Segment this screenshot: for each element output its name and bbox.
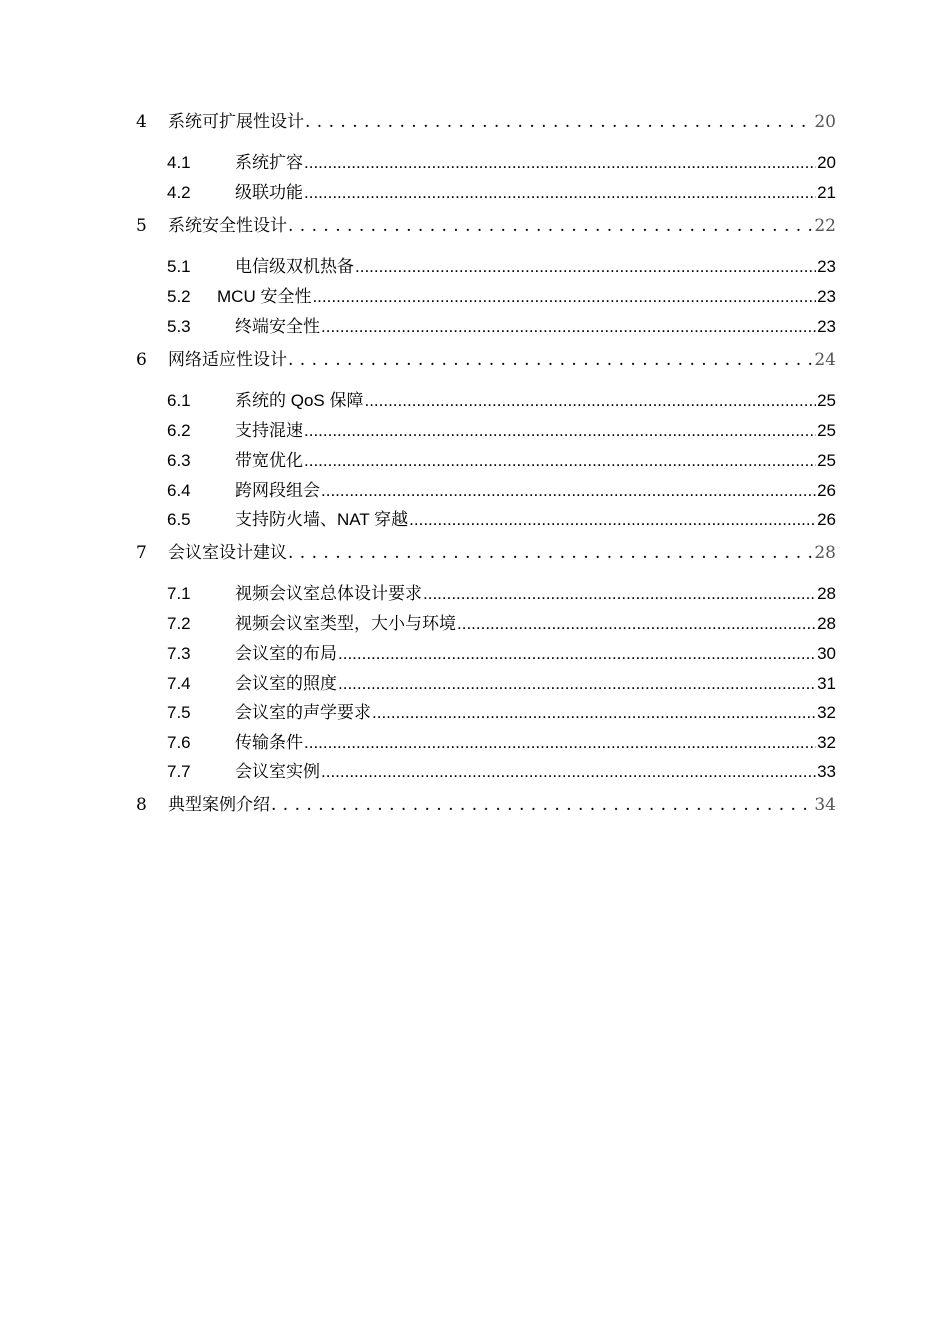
toc-dot-leader — [271, 793, 813, 817]
toc-entry-number: 6.4 — [167, 481, 191, 500]
toc-entry-title: 视频会议室类型，大小与环境 — [235, 614, 456, 633]
toc-entry-number: 5.2 — [167, 287, 191, 306]
toc-entry-page: 32 — [817, 703, 836, 722]
toc-entry-page: 20 — [817, 153, 836, 172]
toc-dot-leader — [321, 315, 816, 339]
toc-entry-title: 会议室设计建议 — [168, 543, 287, 563]
toc-dot-leader — [321, 479, 816, 503]
toc-entry-chapter[interactable] — [136, 793, 836, 817]
toc-entry-section[interactable] — [167, 508, 836, 532]
toc-entry-title: 会议室实例 — [235, 762, 320, 781]
toc-entry-number: 7.4 — [167, 674, 191, 693]
toc-dot-leader — [338, 642, 816, 666]
toc-entry-section[interactable] — [167, 419, 836, 443]
toc-entry-section[interactable] — [167, 672, 836, 696]
toc-entry-number: 7 — [136, 543, 147, 563]
toc-entry-section[interactable] — [167, 760, 836, 784]
toc-entry-title: 终端安全性 — [235, 317, 320, 336]
toc-dot-leader — [304, 731, 816, 755]
toc-entry-page: 26 — [817, 510, 836, 529]
toc-entry-number: 7.5 — [167, 703, 191, 722]
toc-entry-number: 6 — [136, 350, 147, 370]
toc-entry-title: 电信级双机热备 — [235, 257, 354, 276]
toc-entry-number: 4.2 — [167, 183, 191, 202]
toc-entry-number: 6.3 — [167, 451, 191, 470]
toc-entry-title: 跨网段组会 — [235, 481, 320, 500]
toc-entry-number: 5.1 — [167, 257, 191, 276]
toc-entry-chapter[interactable] — [136, 110, 836, 134]
toc-entry-section[interactable] — [167, 731, 836, 755]
toc-dot-leader — [321, 760, 816, 784]
toc-dot-leader — [304, 151, 816, 175]
toc-dot-leader — [288, 541, 813, 565]
toc-entry-number: 4 — [136, 112, 147, 132]
toc-entry-title: 级联功能 — [235, 183, 303, 202]
toc-entry-title: 系统可扩展性设计 — [168, 112, 304, 132]
toc-entry-chapter[interactable] — [136, 541, 836, 565]
toc-entry-section[interactable] — [167, 151, 836, 175]
toc-entry-number: 7.1 — [167, 584, 191, 603]
toc-dot-leader — [304, 181, 816, 205]
toc-entry-number: 6.5 — [167, 510, 191, 529]
toc-entry-section[interactable] — [167, 255, 836, 279]
toc-dot-leader — [312, 285, 816, 309]
toc-entry-number: 7.2 — [167, 614, 191, 633]
toc-dot-leader — [304, 419, 816, 443]
toc-entry-title: 系统的 QoS 保障 — [235, 391, 364, 410]
toc-entry-number: 7.6 — [167, 733, 191, 752]
toc-entry-page: 34 — [814, 795, 836, 815]
toc-entry-section[interactable] — [167, 389, 836, 413]
toc-entry-page: 23 — [817, 257, 836, 276]
toc-entry-chapter[interactable] — [136, 214, 836, 238]
toc-entry-page: 33 — [817, 762, 836, 781]
toc-entry-title: 会议室的照度 — [235, 674, 337, 693]
toc-dot-leader — [423, 582, 816, 606]
toc-entry-number: 6.1 — [167, 391, 191, 410]
toc-entry-section[interactable] — [167, 612, 836, 636]
toc-entry-title: 支持防火墙、NAT 穿越 — [235, 510, 409, 529]
toc-entry-title: 视频会议室总体设计要求 — [235, 584, 422, 603]
toc-entry-title: 支持混速 — [235, 421, 303, 440]
toc-entry-section[interactable] — [167, 449, 836, 473]
toc-entry-section[interactable] — [167, 285, 836, 309]
toc-entry-page: 22 — [814, 216, 836, 236]
toc-entry-page: 28 — [814, 543, 836, 563]
toc-dot-leader — [457, 612, 816, 636]
toc-entry-section[interactable] — [167, 181, 836, 205]
toc-entry-number: 6.2 — [167, 421, 191, 440]
toc-dot-leader — [338, 672, 816, 696]
toc-entry-title: 带宽优化 — [235, 451, 303, 470]
toc-entry-page: 30 — [817, 644, 836, 663]
toc-dot-leader — [288, 214, 813, 238]
toc-entry-page: 21 — [817, 183, 836, 202]
toc-entry-title: 传输条件 — [235, 733, 303, 752]
toc-dot-leader — [305, 110, 813, 134]
toc-entry-page: 26 — [817, 481, 836, 500]
toc-dot-leader — [304, 449, 816, 473]
toc-entry-title: 会议室的声学要求 — [235, 703, 371, 722]
toc-entry-number: 5.3 — [167, 317, 191, 336]
toc-entry-page: 23 — [817, 287, 836, 306]
toc-dot-leader — [409, 508, 816, 532]
toc-entry-page: 25 — [817, 451, 836, 470]
toc-entry-number: 5 — [136, 216, 147, 236]
toc-entry-number: 7.3 — [167, 644, 191, 663]
toc-entry-page: 32 — [817, 733, 836, 752]
toc-entry-section[interactable] — [167, 315, 836, 339]
toc-entry-section[interactable] — [167, 701, 836, 725]
toc-entry-title: 典型案例介绍 — [168, 795, 270, 815]
toc-entry-page: 25 — [817, 391, 836, 410]
toc-entry-page: 20 — [814, 112, 836, 132]
toc-entry-page: 23 — [817, 317, 836, 336]
toc-entry-section[interactable] — [167, 642, 836, 666]
toc-entry-section[interactable] — [167, 582, 836, 606]
toc-entry-page: 25 — [817, 421, 836, 440]
toc-entry-section[interactable] — [167, 479, 836, 503]
toc-entry-title: 系统扩容 — [235, 153, 303, 172]
toc-dot-leader — [372, 701, 816, 725]
toc-entry-page: 24 — [814, 350, 836, 370]
toc-dot-leader — [364, 389, 816, 413]
toc-entry-title: 会议室的布局 — [235, 644, 337, 663]
toc-entry-page: 31 — [817, 674, 836, 693]
toc-entry-chapter[interactable] — [136, 348, 836, 372]
toc-dot-leader — [355, 255, 816, 279]
toc-entry-number: 4.1 — [167, 153, 191, 172]
toc-entry-number: 7.7 — [167, 762, 191, 781]
toc-entry-title: MCU 安全性 — [217, 287, 312, 306]
toc-dot-leader — [288, 348, 813, 372]
toc-entry-page: 28 — [817, 584, 836, 603]
toc-entry-number: 8 — [136, 795, 147, 815]
toc-entry-title: 网络适应性设计 — [168, 350, 287, 370]
toc-entry-page: 28 — [817, 614, 836, 633]
toc-entry-title: 系统安全性设计 — [168, 216, 287, 236]
